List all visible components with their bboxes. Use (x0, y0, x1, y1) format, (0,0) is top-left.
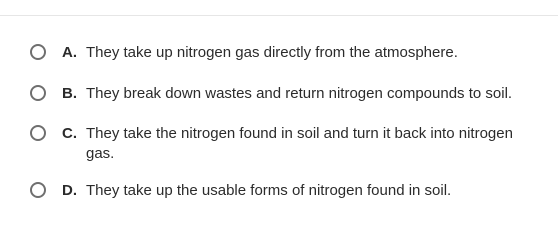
option-letter: A. (62, 44, 77, 61)
answer-option-d[interactable] (30, 181, 550, 201)
option-text: They take up nitrogen gas directly from the atmosphere. (86, 44, 458, 61)
option-letter: D. (62, 182, 77, 199)
option-text: They take up the usable forms of nitrogen found in soil. (86, 182, 452, 199)
radio-unselected-icon[interactable] (30, 85, 46, 101)
option-letter: B. (62, 85, 77, 102)
option-text: They take the nitrogen found in soil and turn it back into nitrogen gas. (86, 125, 513, 162)
answer-option-a[interactable] (30, 43, 550, 63)
radio-unselected-icon[interactable] (30, 125, 46, 141)
radio-unselected-icon[interactable] (30, 44, 46, 60)
radio-unselected-icon[interactable] (30, 182, 46, 198)
option-letter: C. (62, 125, 77, 142)
top-divider (0, 15, 558, 16)
answer-option-b[interactable] (30, 84, 550, 104)
option-text: They break down wastes and return nitrogen compounds to soil. (86, 85, 513, 102)
answer-option-c[interactable] (30, 124, 550, 164)
